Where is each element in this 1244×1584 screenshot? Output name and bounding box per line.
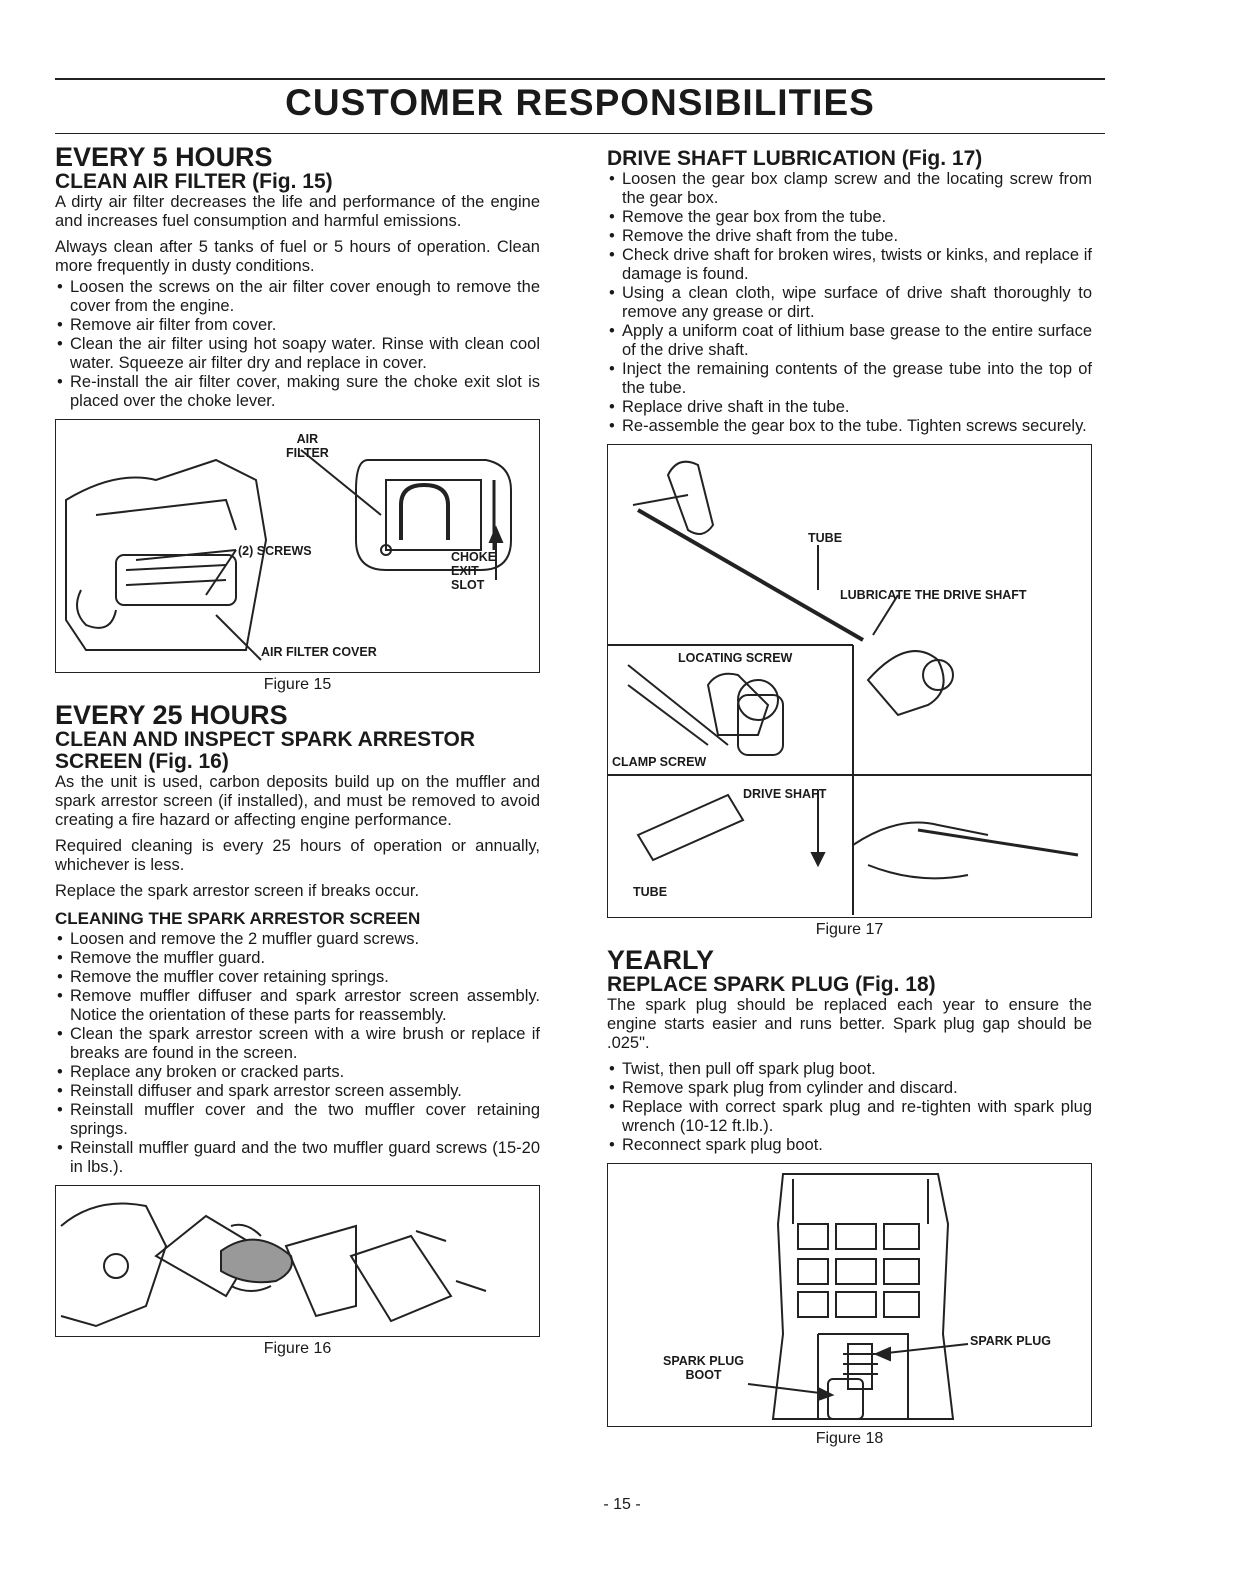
air-filter-steps — [55, 278, 540, 411]
spark-arrestor-steps — [55, 930, 540, 1177]
figure-16 — [55, 1185, 540, 1337]
fig17-tube-label-2: TUBE — [633, 885, 668, 899]
fig15-screws-label: (2) SCREWS — [238, 544, 312, 558]
page-title: CUSTOMER RESPONSIBILITIES — [285, 82, 875, 123]
drive-shaft-illustration — [608, 445, 1091, 915]
list-item: • Reconnect spark plug boot. — [607, 1136, 1092, 1155]
list-item: • Clean the air filter using hot soapy water. Rinse with clean cool water. Squeeze air filter dry and replace in cover. — [55, 335, 540, 373]
spark-plug-intro: The spark plug should be replaced each year to ensure the engine starts easier and runs better. Spark plug gap should be .025". — [607, 996, 1092, 1052]
list-item: • Remove the muffler guard. — [55, 949, 540, 968]
every-5-hours-heading: EVERY 5 HOURS — [55, 142, 273, 172]
drive-shaft-lubrication-heading: DRIVE SHAFT LUBRICATION (Fig. 17) — [607, 147, 983, 170]
fig17-locating-screw-label: LOCATING SCREW — [678, 651, 793, 665]
list-item: • Re-install the air filter cover, making sure the choke exit slot is placed over the choke lever. — [55, 373, 540, 411]
cleaning-screen-heading: CLEANING THE SPARK ARRESTOR SCREEN — [55, 909, 421, 928]
right-column — [607, 144, 1092, 1456]
spark-arrestor-heading-1: CLEAN AND INSPECT SPARK ARRESTOR — [55, 728, 476, 751]
fig17-lubricate-label: LUBRICATE THE DRIVE SHAFT — [840, 588, 1027, 602]
fig15-choke-label: CHOKE EXIT SLOT — [451, 550, 497, 592]
fig18-spark-plug-label: SPARK PLUG — [970, 1334, 1052, 1348]
left-column — [55, 144, 540, 1366]
drive-shaft-steps — [607, 170, 1092, 436]
list-item: • Remove the gear box from the tube. — [607, 208, 1092, 227]
list-item: • Reinstall muffler cover and the two muffler cover retaining springs. — [55, 1101, 540, 1139]
air-filter-frequency: Always clean after 5 tanks of fuel or 5 hours of operation. Clean more frequently in dusty conditions. — [55, 238, 540, 275]
list-item: • Loosen the gear box clamp screw and the locating screw from the gear box. — [607, 170, 1092, 208]
figure-16-caption: Figure 16 — [263, 1340, 332, 1357]
list-item: • Apply a uniform coat of lithium base grease to the entire surface of the drive shaft. — [607, 322, 1092, 360]
fig17-drive-shaft-label: DRIVE SHAFT — [743, 787, 827, 801]
fig15-air-filter-label: AIR FILTER — [286, 432, 329, 460]
page-number: - 15 - — [603, 1496, 641, 1513]
list-item: • Remove air filter from cover. — [55, 316, 540, 335]
fig15-cover-label: AIR FILTER COVER — [261, 645, 377, 659]
spark-plug-steps — [607, 1060, 1092, 1155]
replace-spark-plug-heading: REPLACE SPARK PLUG (Fig. 18) — [607, 973, 936, 996]
list-item: • Loosen the screws on the air filter cover enough to remove the cover from the engine. — [55, 278, 540, 316]
air-filter-intro: A dirty air filter decreases the life and performance of the engine and increases fuel consumption and harmful emissions. — [55, 193, 540, 230]
list-item: • Reinstall diffuser and spark arrestor screen assembly. — [55, 1082, 540, 1101]
figure-18 — [607, 1163, 1092, 1427]
list-item: • Clean the spark arrestor screen with a wire brush or replace if breaks are found in the screen. — [55, 1025, 540, 1063]
spark-arrestor-schedule: Required cleaning is every 25 hours of operation or annually, whichever is less. — [55, 837, 540, 874]
fig18-boot-label: SPARK PLUG BOOT — [663, 1354, 745, 1382]
figure-17 — [607, 444, 1092, 918]
spark-arrestor-heading-2: SCREEN (Fig. 16) — [55, 750, 229, 773]
list-item: • Remove spark plug from cylinder and discard. — [607, 1079, 1092, 1098]
list-item: • Replace any broken or cracked parts. — [55, 1063, 540, 1082]
list-item: • Remove the muffler cover retaining springs. — [55, 968, 540, 987]
yearly-heading: YEARLY — [607, 945, 715, 975]
figure-15 — [55, 419, 540, 673]
list-item: • Remove the drive shaft from the tube. — [607, 227, 1092, 246]
spark-arrestor-intro: As the unit is used, carbon deposits build up on the muffler and spark arrestor screen (if installed), and must be removed to avoid creating a fire hazard or affecting engine performance. — [55, 773, 540, 829]
spark-arrestor-illustration — [56, 1186, 539, 1334]
every-25-hours-heading: EVERY 25 HOURS — [55, 700, 288, 730]
list-item: • Loosen and remove the 2 muffler guard screws. — [55, 930, 540, 949]
list-item: • Replace drive shaft in the tube. — [607, 398, 1092, 417]
figure-17-caption: Figure 17 — [815, 921, 884, 938]
list-item: • Inject the remaining contents of the grease tube into the top of the tube. — [607, 360, 1092, 398]
list-item: • Replace with correct spark plug and re-tighten with spark plug wrench (10-12 ft.lb.). — [607, 1098, 1092, 1136]
list-item: • Reinstall muffler guard and the two muffler guard screws (15-20 in lbs.). — [55, 1139, 540, 1177]
spark-plug-illustration — [608, 1164, 1091, 1424]
list-item: • Check drive shaft for broken wires, twists or kinks, and replace if damage is found. — [607, 246, 1092, 284]
fig17-clamp-screw-label: CLAMP SCREW — [612, 755, 707, 769]
fig17-tube-label: TUBE — [808, 531, 843, 545]
spark-arrestor-replace: Replace the spark arrestor screen if breaks occur. — [55, 882, 420, 900]
figure-15-caption: Figure 15 — [263, 676, 332, 693]
header-rule-top — [55, 78, 1105, 80]
list-item: • Using a clean cloth, wipe surface of drive shaft thoroughly to remove any grease or dirt. — [607, 284, 1092, 322]
list-item: • Twist, then pull off spark plug boot. — [607, 1060, 1092, 1079]
header-rule-bottom — [55, 133, 1105, 134]
list-item: • Remove muffler diffuser and spark arrestor screen assembly. Notice the orientation of these parts for reassembly. — [55, 987, 540, 1025]
figure-18-caption: Figure 18 — [815, 1430, 884, 1447]
list-item: • Re-assemble the gear box to the tube. Tighten screws securely. — [607, 417, 1092, 436]
clean-air-filter-heading: CLEAN AIR FILTER (Fig. 15) — [55, 170, 333, 193]
